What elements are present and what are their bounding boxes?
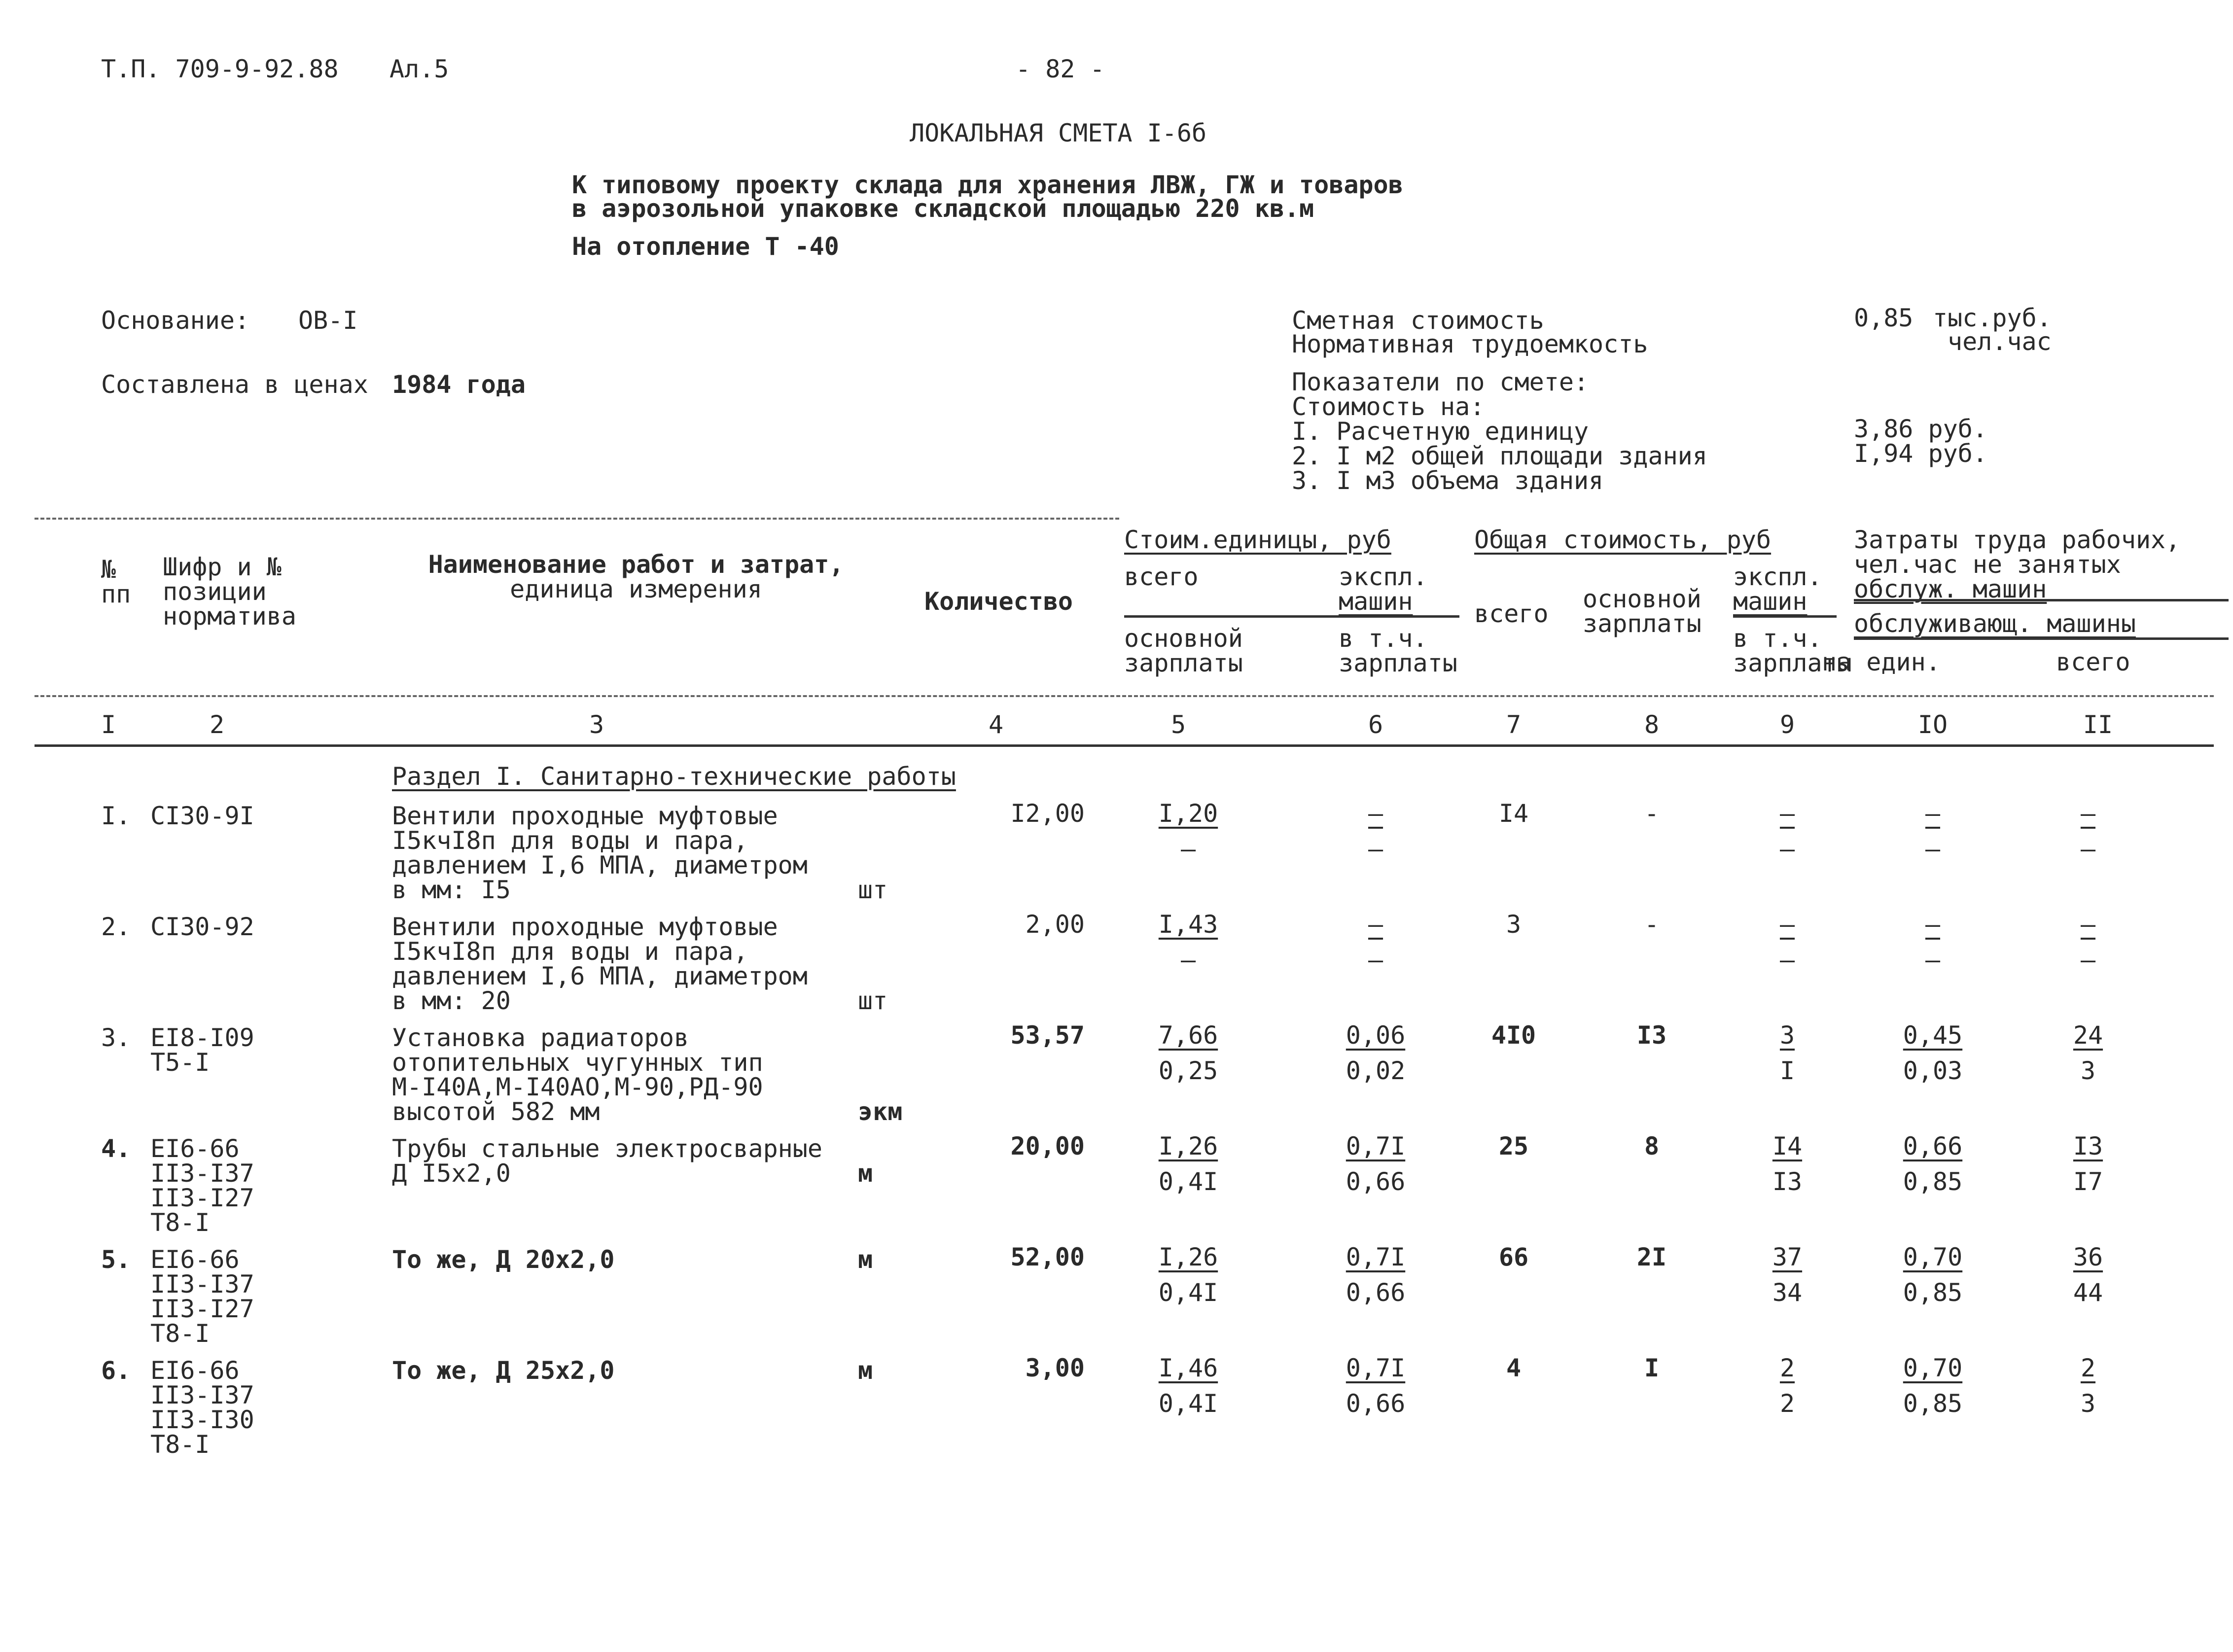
row-quantity: 53,57 [1010, 1021, 1085, 1050]
indicator-1-value: 3,86 руб. [1854, 415, 1987, 443]
row-code: EI6-66 II3-I37 II3-I30 T8-I [150, 1356, 254, 1459]
row-c11-fraction: 36 44 [2073, 1243, 2103, 1307]
row-total-wage: I [1644, 1354, 1660, 1382]
row-c5-fraction: I,20 – [1158, 799, 1218, 863]
col-header-unit-mach-wage: в т.ч. зарплаты [1339, 624, 1457, 677]
row-c9-fraction: – – [1779, 910, 1795, 974]
row-name: Установка радиаторов отопительных чугунных тип М-I40А,М-I40АО,М-90,РД-90 высотой 582 мм [392, 1023, 763, 1126]
indicator-3-label: 3. I м3 объема здания [1292, 466, 1604, 495]
row-c9-fraction: – – [1779, 799, 1795, 863]
row-c9-fraction: 2 2 [1779, 1354, 1795, 1418]
indicator-2-value: I,94 руб. [1854, 439, 1987, 468]
labor-label: Нормативная трудоемкость [1292, 330, 1648, 358]
row-c9-fraction: 3 I [1779, 1021, 1795, 1085]
row-unit: м [858, 1159, 873, 1188]
row-unit: м [858, 1356, 873, 1385]
prices-label: Составлена в ценах [101, 370, 368, 399]
col-num-5: 5 [1170, 710, 1186, 739]
prices-value: 1984 года [392, 370, 526, 399]
row-total-wage: I3 [1636, 1021, 1667, 1050]
col-header-total-all: всего [1474, 599, 1549, 628]
row-c9-fraction: I4 I3 [1772, 1132, 1803, 1196]
indicators-label: Показатели по смете: [1292, 368, 1589, 396]
row-code: EI8-I09 T5-I [150, 1023, 254, 1077]
row-c10-fraction: 0,70 0,85 [1903, 1243, 1963, 1307]
col-num-8: 8 [1644, 710, 1660, 739]
row-total-cost: 66 [1498, 1243, 1529, 1271]
row-total-cost: 4 [1506, 1354, 1522, 1382]
col-header-total-mach-wage: в т.ч. зарплаты [1733, 624, 1852, 677]
row-total-cost: 3 [1506, 910, 1522, 939]
col-header-code: Шифр и № позиции норматива [163, 553, 296, 631]
col-header-qty: Количество [924, 587, 1073, 616]
row-code: CI30-92 [150, 913, 254, 941]
row-c6-fraction: – – [1368, 799, 1383, 863]
row-number: 3. [101, 1023, 131, 1052]
col-header-unit-total: всего [1124, 562, 1199, 591]
row-unit: м [858, 1245, 873, 1274]
indicator-2-label: 2. I м2 общей площади здания [1292, 442, 1707, 470]
row-total-wage: 2I [1636, 1243, 1667, 1271]
col-num-11: II [2083, 710, 2113, 739]
col-header-num: № пп [101, 555, 131, 608]
col-header-labor-per-unit: на един. [1822, 648, 1941, 676]
row-total-wage: - [1644, 799, 1660, 828]
section-title: Раздел I. Санитарно-технические работы [392, 762, 956, 791]
row-c11-fraction: – – [2080, 799, 2096, 863]
row-number: I. [101, 802, 131, 830]
col-num-4: 4 [988, 710, 1004, 739]
row-name: Вентили проходные муфтовые I5кчI8п для воды и пара, давлением I,6 МПА, диаметром в мм: 20 [392, 913, 808, 1015]
labor-unit: чел.час [1948, 327, 2052, 356]
page-number: - 82 - [1016, 55, 1105, 83]
col-num-3: 3 [589, 710, 604, 739]
row-c9-fraction: 37 34 [1772, 1243, 1803, 1307]
row-c10-fraction: – – [1925, 799, 1941, 863]
row-c6-fraction: 0,7I 0,66 [1346, 1132, 1406, 1196]
col-header-total-cost: Общая стоимость, руб [1474, 526, 1772, 554]
row-c6-fraction: 0,7I 0,66 [1346, 1243, 1406, 1307]
labor-divider-1 [1854, 599, 2229, 601]
row-c5-fraction: I,26 0,4I [1158, 1243, 1218, 1307]
row-total-wage: - [1644, 910, 1660, 939]
row-code: EI6-66 II3-I37 II3-I27 T8-I [150, 1134, 254, 1237]
row-name: Вентили проходные муфтовые I5кчI8п для воды и пара, давлением I,6 МПА, диаметром в мм: I5 [392, 802, 808, 904]
col-num-7: 7 [1506, 710, 1522, 739]
row-unit: экм [858, 1097, 903, 1126]
col-header-labor-total: всего [2056, 648, 2130, 676]
row-c11-fraction: – – [2080, 910, 2096, 974]
row-c6-fraction: 0,7I 0,66 [1346, 1354, 1406, 1418]
row-total-wage: 8 [1644, 1132, 1660, 1160]
row-unit: шт [858, 876, 888, 904]
labor-divider-2 [1854, 637, 2229, 640]
col-num-10: IO [1917, 710, 1948, 739]
row-quantity: I2,00 [1010, 799, 1085, 828]
row-c6-fraction: – – [1368, 910, 1383, 974]
row-c5-fraction: I,46 0,4I [1158, 1354, 1218, 1418]
col-header-unit-wage: основной зарплаты [1124, 624, 1243, 677]
indicator-1-label: I. Расчетную единицу [1292, 417, 1589, 446]
album-label: Ал.5 [390, 55, 449, 83]
row-c5-fraction: 7,66 0,25 [1158, 1021, 1218, 1085]
subtitle-line-3: На отопление Т -40 [572, 232, 839, 261]
row-quantity: 3,00 [1025, 1354, 1085, 1382]
row-number: 2. [101, 913, 131, 941]
row-c11-fraction: I3 I7 [2073, 1132, 2103, 1196]
row-number: 4. [101, 1134, 131, 1163]
total-mach-divider [1733, 615, 1837, 618]
col-num-1: I [101, 710, 116, 739]
col-header-total-mach: экспл. машин [1733, 562, 1822, 616]
unit-cost-divider [1124, 615, 1459, 618]
row-c10-fraction: 0,70 0,85 [1903, 1354, 1963, 1418]
col-num-9: 9 [1779, 710, 1795, 739]
subtitle-line-2: в аэрозольной упаковке складской площадью 220 кв.м [572, 194, 1314, 223]
col-num-2: 2 [209, 710, 225, 739]
row-c10-fraction: 0,45 0,03 [1903, 1021, 1963, 1085]
header-bottom-dashed-line [35, 695, 2214, 697]
row-c6-fraction: 0,06 0,02 [1346, 1021, 1406, 1085]
col-header-total-wage: основной зарплаты [1583, 585, 1701, 638]
row-c5-fraction: I,26 0,4I [1158, 1132, 1218, 1196]
row-name: То же, Д 25x2,0 [392, 1356, 615, 1385]
row-c10-fraction: – – [1925, 910, 1941, 974]
row-number: 6. [101, 1356, 131, 1385]
estimated-cost-value: 0,85 [1854, 304, 1914, 332]
basis-label: Основание: [101, 306, 250, 335]
estimated-cost-unit: тыс.руб. [1933, 304, 2052, 332]
row-name: Трубы стальные электросварные Д I5x2,0 [392, 1134, 822, 1188]
row-c11-fraction: 2 3 [2080, 1354, 2096, 1418]
col-header-unit-cost: Стоим.единицы, руб [1124, 526, 1391, 554]
row-quantity: 2,00 [1025, 910, 1085, 939]
col-header-labor: Затраты труда рабочих, чел.час не занятых обслуж. машин [1854, 526, 2181, 603]
row-total-cost: 25 [1498, 1132, 1529, 1160]
row-number: 5. [101, 1245, 131, 1274]
subtitle-line-1: К типовому проекту склада для хранения ЛВЖ, ГЖ и товаров [572, 171, 1403, 199]
col-header-labor-serv: обслуживающ. машины [1854, 609, 2136, 638]
row-quantity: 52,00 [1010, 1243, 1085, 1271]
row-name: То же, Д 20x2,0 [392, 1245, 615, 1274]
row-c10-fraction: 0,66 0,85 [1903, 1132, 1963, 1196]
estimated-cost-label: Сметная стоимость [1292, 306, 1544, 335]
basis-value: ОВ-I [298, 306, 358, 335]
row-total-cost: 4I0 [1491, 1021, 1536, 1050]
row-c11-fraction: 24 3 [2073, 1021, 2103, 1085]
row-code: CI30-9I [150, 802, 254, 830]
project-code: Т.П. 709-9-92.88 [101, 55, 339, 83]
row-quantity: 20,00 [1010, 1132, 1085, 1160]
row-code: EI6-66 II3-I37 II3-I27 T8-I [150, 1245, 254, 1348]
col-header-unit-mach: экспл. машин [1339, 562, 1428, 616]
col-header-name: Наименование работ и затрат, единица измерения [428, 550, 844, 603]
row-unit: шт [858, 986, 888, 1015]
row-total-cost: I4 [1498, 799, 1529, 828]
row-c5-fraction: I,43 – [1158, 910, 1218, 974]
header-top-dashed-line [35, 518, 1119, 520]
cost-on-label: Стоимость на: [1292, 392, 1485, 421]
document-title: ЛОКАЛЬНАЯ СМЕТА I-6б [910, 119, 1207, 147]
column-numbers-line [35, 744, 2214, 747]
col-num-6: 6 [1368, 710, 1383, 739]
